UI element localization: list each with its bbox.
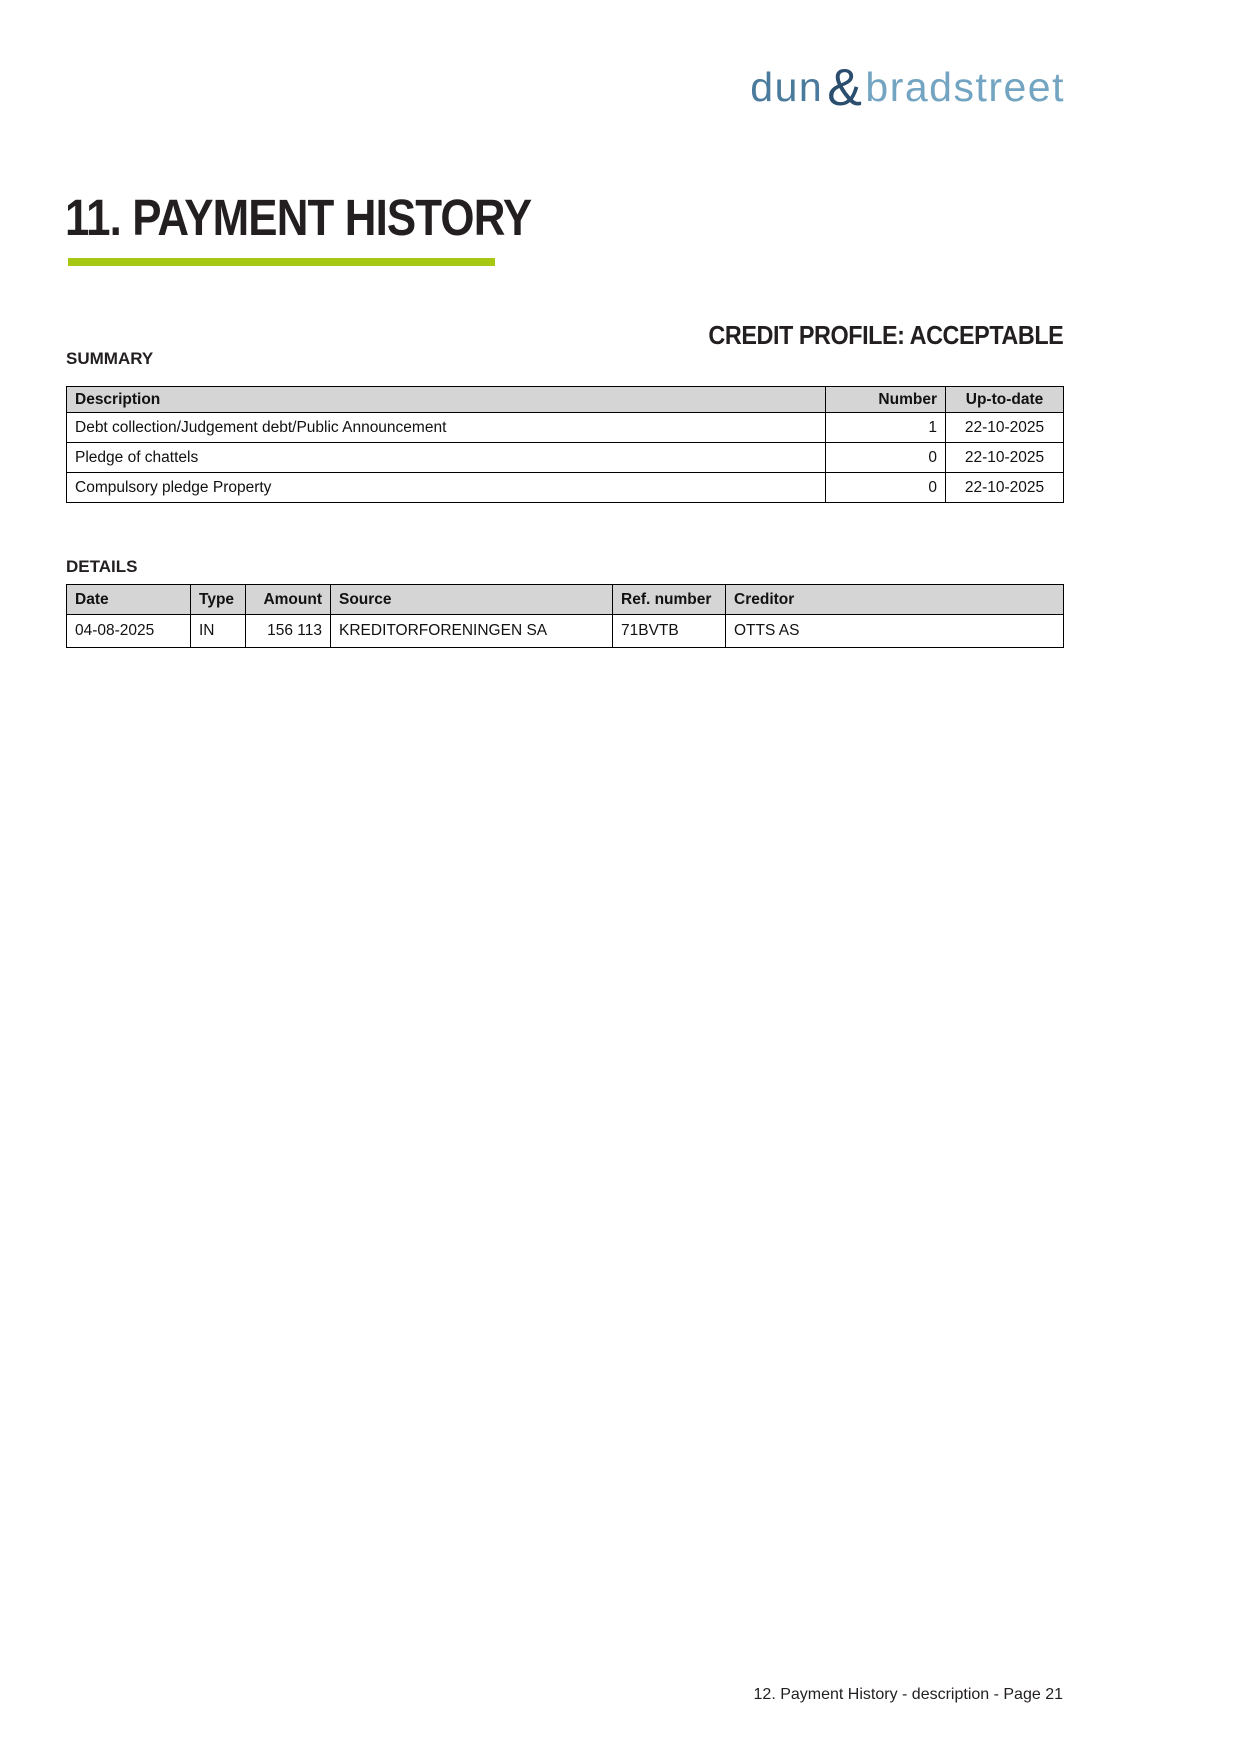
page-footer: 12. Payment History - description - Page 21 <box>753 1686 1063 1703</box>
details-col-type: Type <box>191 585 246 615</box>
summary-col-description: Description <box>67 387 826 413</box>
details-cell-date: 04-08-2025 <box>67 615 191 648</box>
credit-profile-status: CREDIT PROFILE: ACCEPTABLE <box>708 320 1063 350</box>
summary-heading: SUMMARY <box>66 349 154 368</box>
title-accent-rule <box>68 258 495 266</box>
details-col-source: Source <box>331 585 613 615</box>
summary-cell-number: 1 <box>826 413 946 443</box>
summary-table-row <box>67 443 1064 473</box>
details-cell-type: IN <box>191 615 246 648</box>
details-col-ref-number: Ref. number <box>613 585 726 615</box>
summary-cell-up-to-date: 22-10-2025 <box>946 443 1064 473</box>
summary-table-row <box>67 413 1064 443</box>
details-cell-creditor: OTTS AS <box>726 615 1064 648</box>
page-title: 11. PAYMENT HISTORY <box>65 189 532 246</box>
summary-col-number: Number <box>826 387 946 413</box>
summary-table-row <box>67 473 1064 503</box>
summary-cell-description: Compulsory pledge Property <box>67 473 826 503</box>
details-heading: DETAILS <box>66 557 138 576</box>
details-table <box>66 584 1064 648</box>
logo-text-bradstreet: bradstreet <box>865 64 1065 110</box>
summary-cell-description: Pledge of chattels <box>67 443 826 473</box>
details-cell-ref-number: 71BVTB <box>613 615 726 648</box>
details-col-date: Date <box>67 585 191 615</box>
details-col-creditor: Creditor <box>726 585 1064 615</box>
logo-ampersand-icon: & <box>827 59 864 117</box>
details-table-row <box>67 615 1064 648</box>
summary-cell-up-to-date: 22-10-2025 <box>946 413 1064 443</box>
summary-cell-number: 0 <box>826 443 946 473</box>
summary-table <box>66 386 1064 503</box>
summary-col-up-to-date: Up-to-date <box>946 387 1064 413</box>
details-cell-amount: 156 113 <box>246 615 331 648</box>
summary-cell-number: 0 <box>826 473 946 503</box>
summary-cell-up-to-date: 22-10-2025 <box>946 473 1064 503</box>
dnb-logo <box>750 59 1065 117</box>
details-header-row <box>67 585 1064 615</box>
logo-text-dun: dun <box>750 64 824 110</box>
details-col-amount: Amount <box>246 585 331 615</box>
summary-cell-description: Debt collection/Judgement debt/Public Announcement <box>67 413 826 443</box>
summary-header-row <box>67 387 1064 413</box>
details-cell-source: KREDITORFORENINGEN SA <box>331 615 613 648</box>
